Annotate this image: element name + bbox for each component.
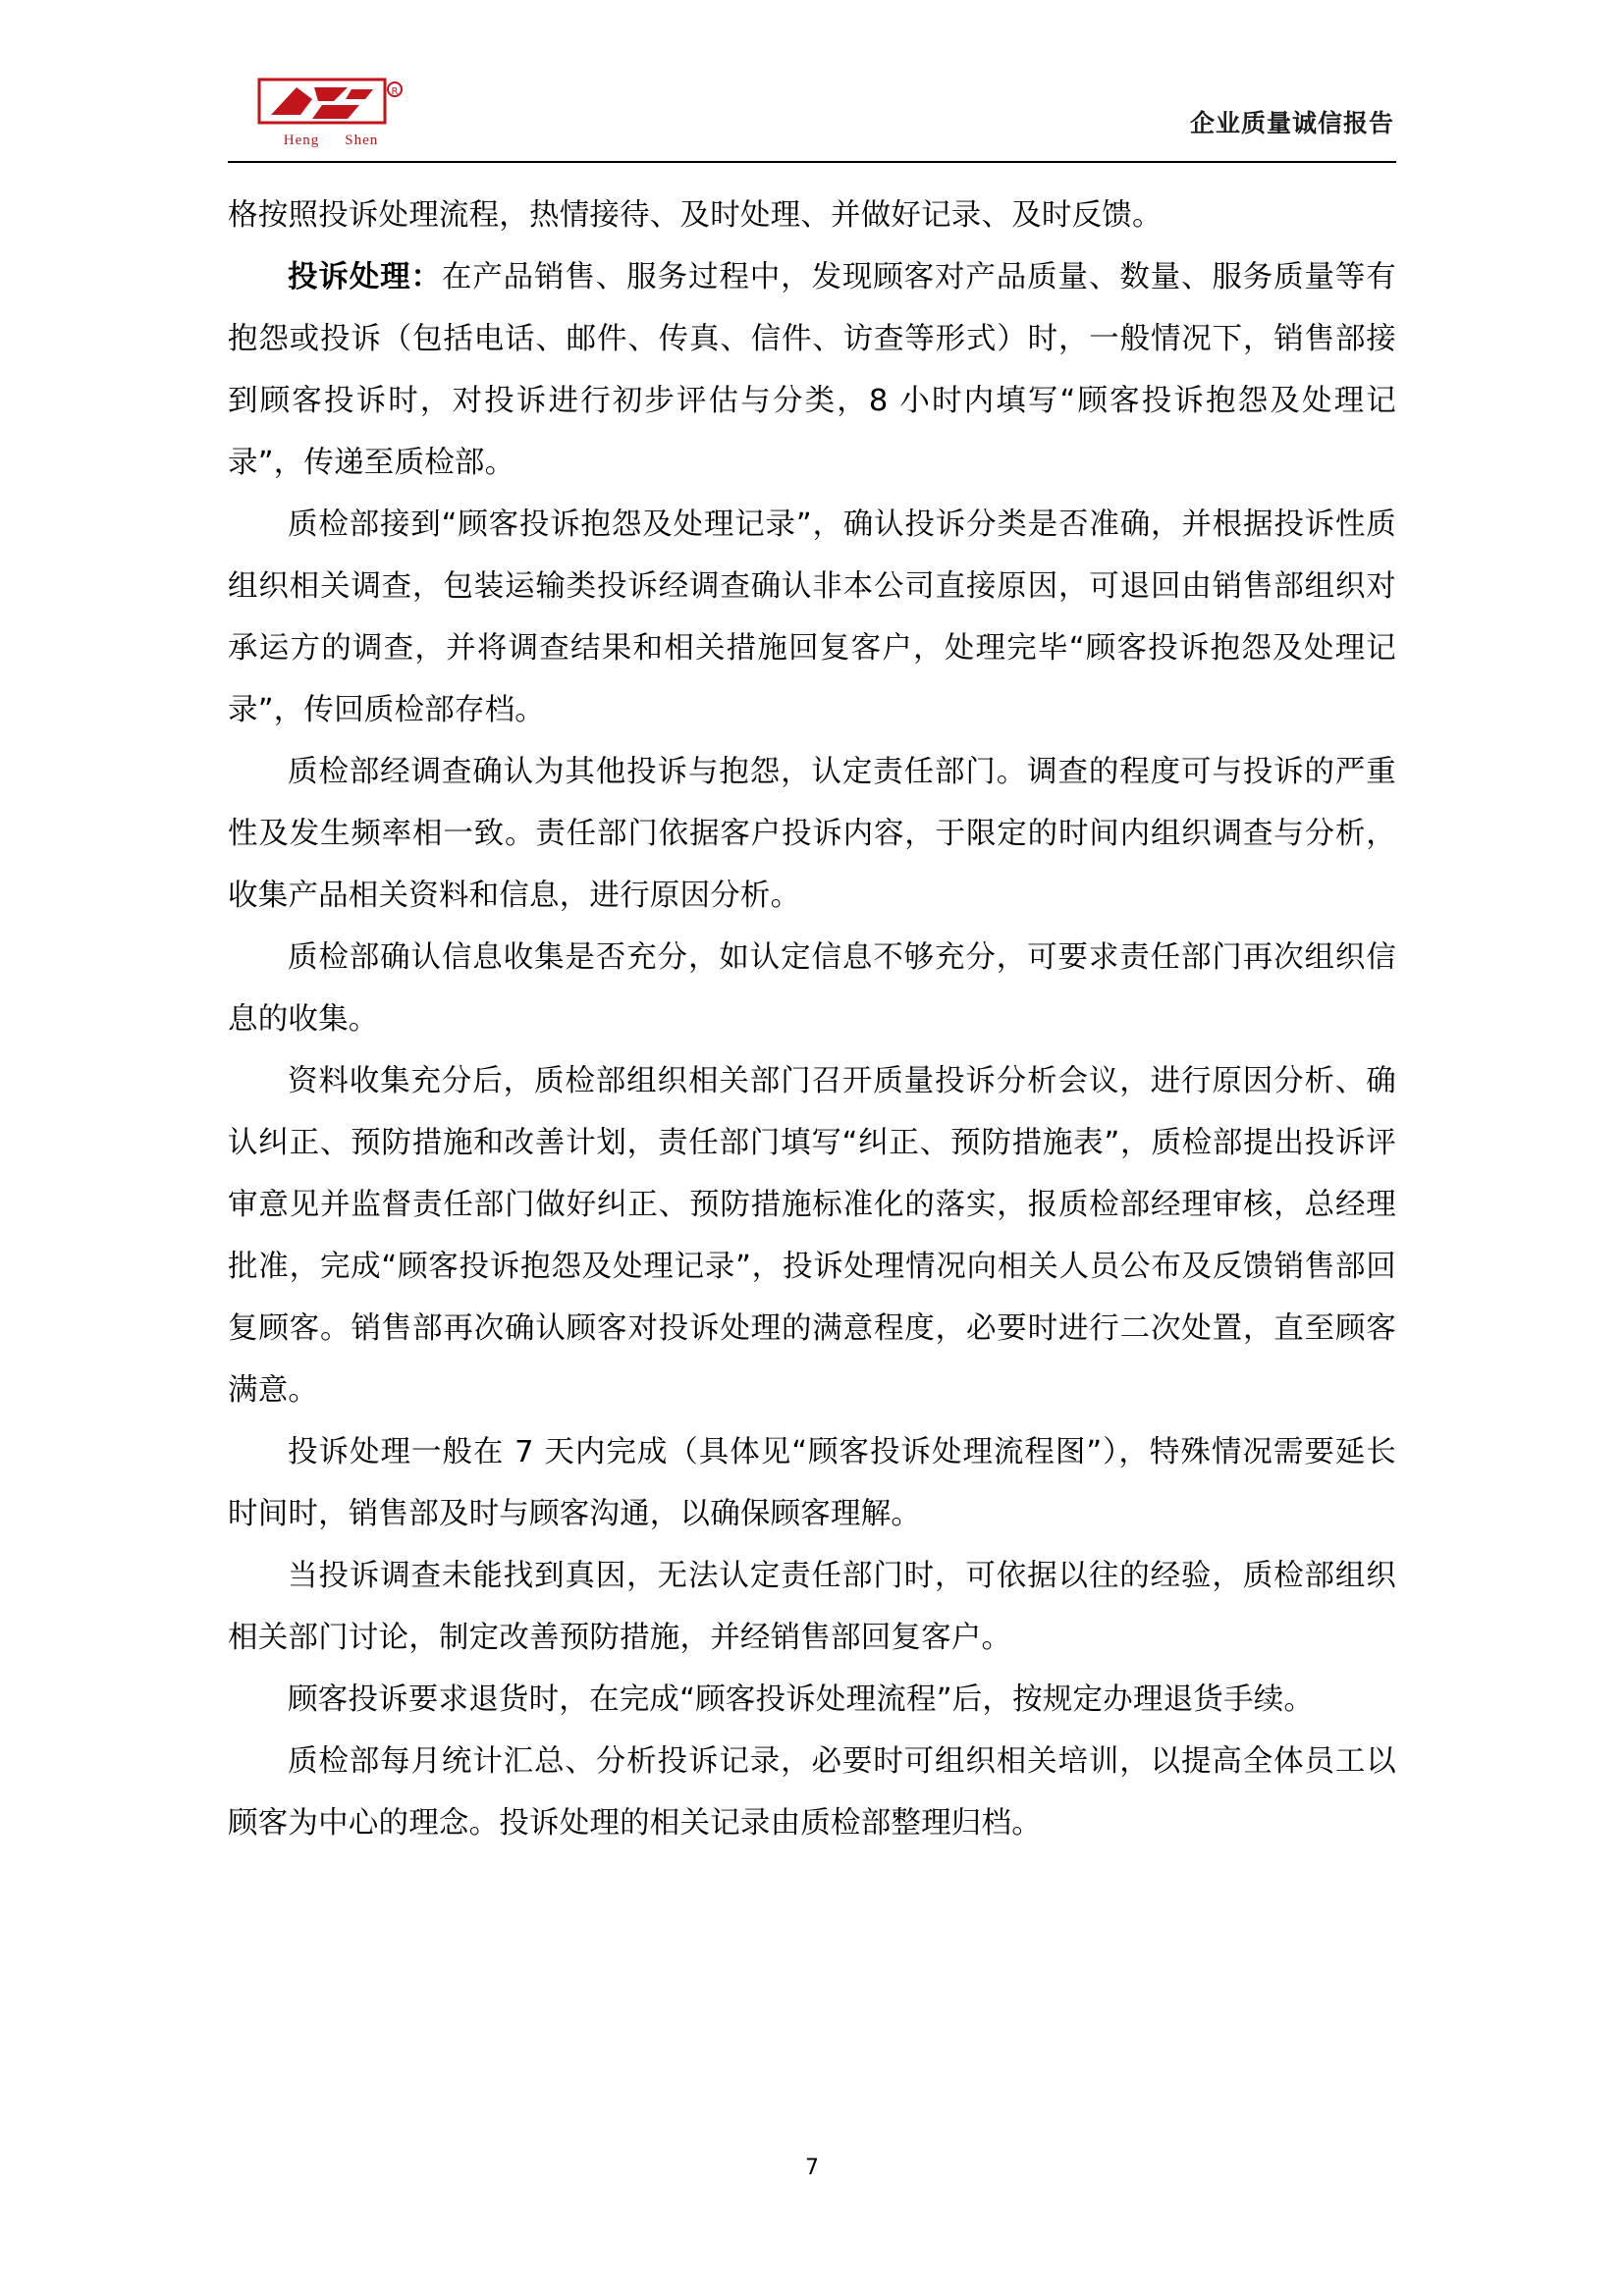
paragraph-qc-investigate [228,741,1396,927]
logo-pinyin-right: Shen [345,133,379,148]
paragraph-continued [228,185,1396,246]
document-body [228,185,1396,1854]
paragraph-text: 质检部经调查确认为其他投诉与抱怨，认定责任部门。调查的程度可与投诉的严重性及发生频率相一致。责任部门依据客户投诉内容，于限定的时间内组织调查与分析，收集产品相关资料和信息，进行原因分析。 [228,755,1396,913]
paragraph-return-goods [228,1669,1396,1731]
svg-text:R: R [391,86,399,97]
paragraph-lead-label: 投诉处理： [288,260,442,294]
logo-pinyin-left: Heng [283,133,320,148]
paragraph-qc-receive [228,494,1396,741]
header-title: 企业质量诚信报告 [1189,109,1394,137]
logo-mark-icon [257,76,405,131]
paragraph-text: 资料收集充分后，质检部组织相关部门召开质量投诉分析会议，进行原因分析、确认纠正、预防措施和改善计划，责任部门填写“纠正、预防措施表”，质检部提出投诉评审意见并监督责任部门做好纠正、预防措施标准化的落实，报质检部经理审核，总经理批准，完成“顾客投诉抱怨及处理记录”，投诉处理情况向相关人员公布及反馈销售部回复顾客。销售部再次确认顾客对投诉处理的满意程度，必要时进行二次处置，直至顾客满意。 [228,1064,1396,1408]
paragraph-qc-confirm-info [228,927,1396,1050]
paragraph-text: 当投诉调查未能找到真因，无法认定责任部门时，可依据以往的经验，质检部组织相关部门讨论，制定改善预防措施，并经销售部回复客户。 [228,1559,1396,1655]
paragraph-text: 格按照投诉处理流程，热情接待、及时处理、并做好记录、及时反馈。 [228,198,1163,233]
paragraph-text: 质检部每月统计汇总、分析投诉记录，必要时可组织相关培训，以提高全体员工以顾客为中心的理念。投诉处理的相关记录由质检部整理归档。 [228,1744,1396,1841]
paragraph-text: 质检部确认信息收集是否充分，如认定信息不够充分，可要求责任部门再次组织信息的收集。 [228,940,1396,1037]
paragraph-seven-days [228,1421,1396,1545]
header-divider [228,161,1396,163]
page-number: 7 [805,2156,819,2180]
paragraph-no-root-cause [228,1545,1396,1669]
paragraph-text: 投诉处理一般在 7 天内完成（具体见“顾客投诉处理流程图”），特殊情况需要延长时间时，销售部及时与顾客沟通，以确保顾客理解。 [228,1435,1396,1531]
page-header [228,59,1396,167]
paragraph-monthly-stats [228,1731,1396,1854]
company-logo [228,76,424,149]
paragraph-text: 质检部接到“顾客投诉抱怨及处理记录”，确认投诉分类是否准确，并根据投诉性质组织相关调查，包装运输类投诉经调查确认非本公司直接原因，可退回由销售部组织对承运方的调查，并将调查结果和相关措施回复客户，处理完毕“顾客投诉抱怨及处理记录”，传回质检部存档。 [228,507,1396,727]
paragraph-analysis-meeting [228,1050,1396,1421]
paragraph-text: 顾客投诉要求退货时，在完成“顾客投诉处理流程”后，按规定办理退货手续。 [288,1682,1315,1717]
paragraph-complaint-handling [228,246,1396,494]
logo-brand-text [284,133,379,149]
paragraph-text: 在产品销售、服务过程中，发现顾客对产品质量、数量、服务质量等有抱怨或投诉（包括电话、邮件、传真、信件、访查等形式）时，一般情况下，销售部接到顾客投诉时，对投诉进行初步评估与分类，8 小时内填写“顾客投诉抱怨及处理记录”，传递至质检部。 [228,260,1397,480]
page-footer [0,2156,1624,2180]
